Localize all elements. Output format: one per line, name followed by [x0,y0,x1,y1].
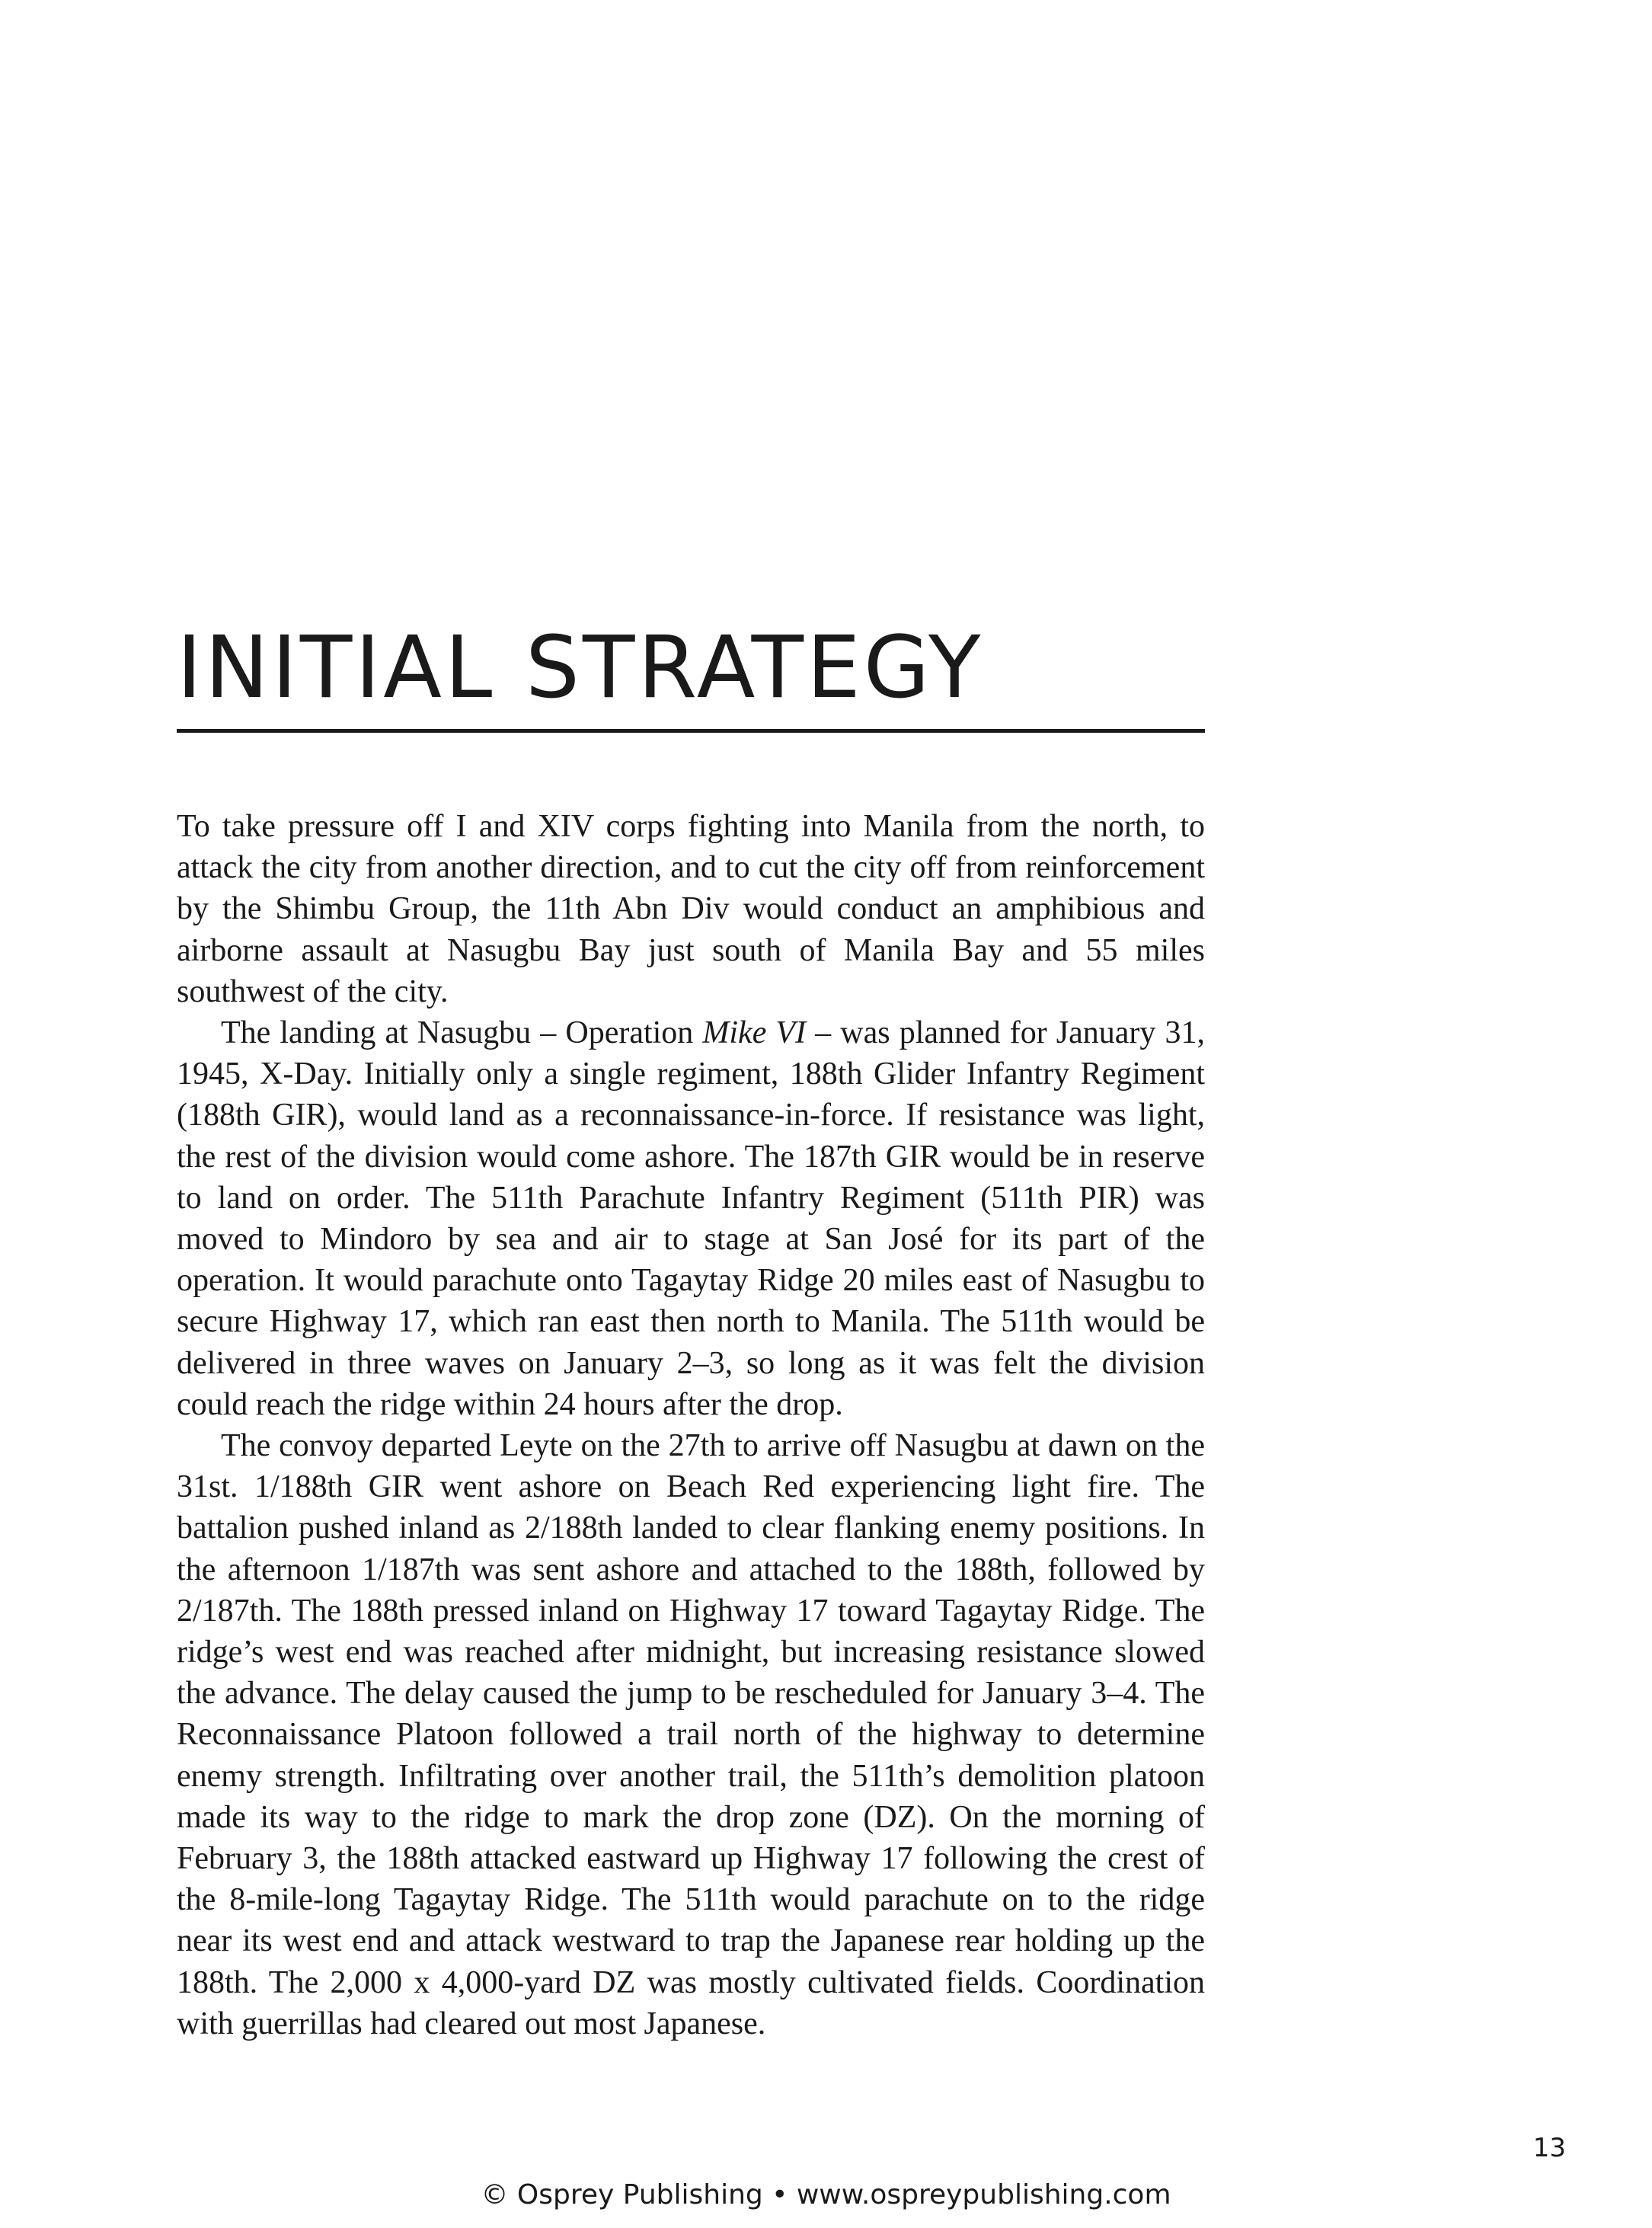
heading-underline-rule [177,729,1205,733]
operation-name: Mike VI [702,1015,807,1051]
chapter-heading: INITIAL STRATEGY [177,619,984,718]
body-paragraph-2: The landing at Nasugbu – Operation Mike VI – was planned for January 31, 1945, X-Day. Initially only a single regiment, 188th Glider Infantry Regiment (188th GIR), would land as a reconnaissance-in-force. If resistance was light, the rest of the division would come ashore. The 187th GIR would be in reserve to land on order. The 511th Parachute Infantry Regiment (511th PIR) was moved to Mindoro by sea and air to stage at San José for its part of the operation. It would parachute onto Tagaytay Ridge 20 miles east of Nasugbu to secure Highway 17, which ran east then north to Manila. The 511th would be delivered in three waves on January 2–3, so long as it was felt the division could reach the ridge within 24 hours after the drop. [177,1015,1206,1422]
page-number: 13 [1532,2133,1566,2163]
body-text [177,806,1205,2044]
publisher-footer: © Osprey Publishing • www.ospreypublishing.com [481,2179,1171,2210]
body-paragraph-3: The convoy departed Leyte on the 27th to arrive off Nasugbu at dawn on the 31st. 1/188th GIR went ashore on Beach Red experiencing light fire. The battalion pushed inland as 2/188th landed to clear flanking enemy positions. In the afternoon 1/187th was sent ashore and attached to the 188th, followed by 2/187th. The 188th pressed inland on Highway 17 toward Tagaytay Ridge. The ridge’s west end was reached after midnight, but increasing resistance slowed the advance. The delay caused the jump to be rescheduled for January 3–4. The Reconnaissance Platoon followed a trail north of the highway to determine enemy strength. Infiltrating over another trail, the 511th’s demolition platoon made its way to the ridge to mark the drop zone (DZ). On the morning of February 3, the 188th attacked eastward up Highway 17 following the crest of the 8-mile-long Tagaytay Ridge. The 511th would parachute on to the ridge near its west end and attack westward to trap the Japanese rear holding up the 188th. The 2,000 x 4,000-yard DZ was mostly cultivated fields. Coordination with guerrillas had cleared out most Japanese. [177,1428,1205,2041]
body-paragraph-1: To take pressure off I and XIV corps fighting into Manila from the north, to attack the city from another direction, and to cut the city off from reinforcement by the Shimbu Group, the 11th Abn Div would conduct an amphibious and airborne assault at Nasugbu Bay just south of Manila Bay and 55 miles southwest of the city. [177,809,1205,1009]
